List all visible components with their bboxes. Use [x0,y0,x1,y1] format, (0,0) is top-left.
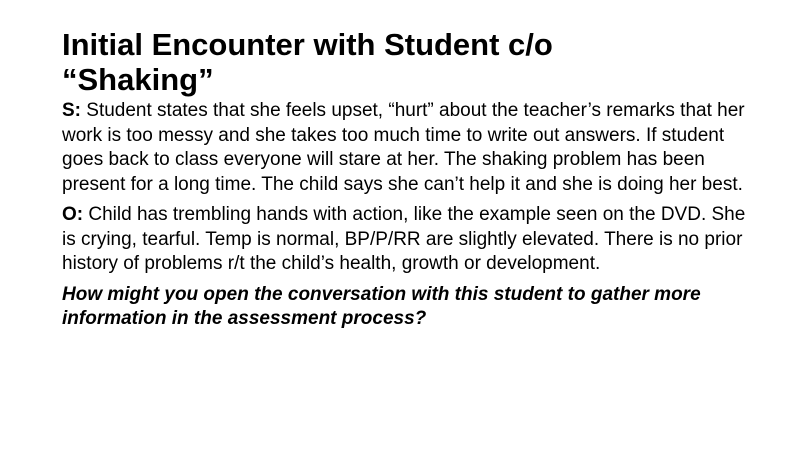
subjective-text: Student states that she feels upset, “hurt” about the teacher’s remarks that her work is too messy and she takes too much time to write out answers. If student goes back to class everyone will stare at her. The shaking problem has been present for a long time. The child says she can’t help it and she is doing her best. [62,100,745,195]
slide-body [62,99,752,332]
objective-paragraph [62,203,752,277]
subjective-label: S: [62,100,81,121]
subjective-paragraph [62,99,752,197]
slide-title-line-1: Initial Encounter with Student c/o [62,27,553,62]
slide-title [62,27,762,97]
objective-text: Child has trembling hands with action, like the example seen on the DVD. She is crying, tearful. Temp is normal, BP/P/RR are slightly elevated. There is no prior history of problems r/t the child’s health, growth or development. [62,204,746,274]
objective-label: O: [62,204,84,225]
slide-title-line-2: “Shaking” [62,62,214,97]
assessment-question: How might you open the conversation with this student to gather more information in the assessment process? [62,283,701,329]
